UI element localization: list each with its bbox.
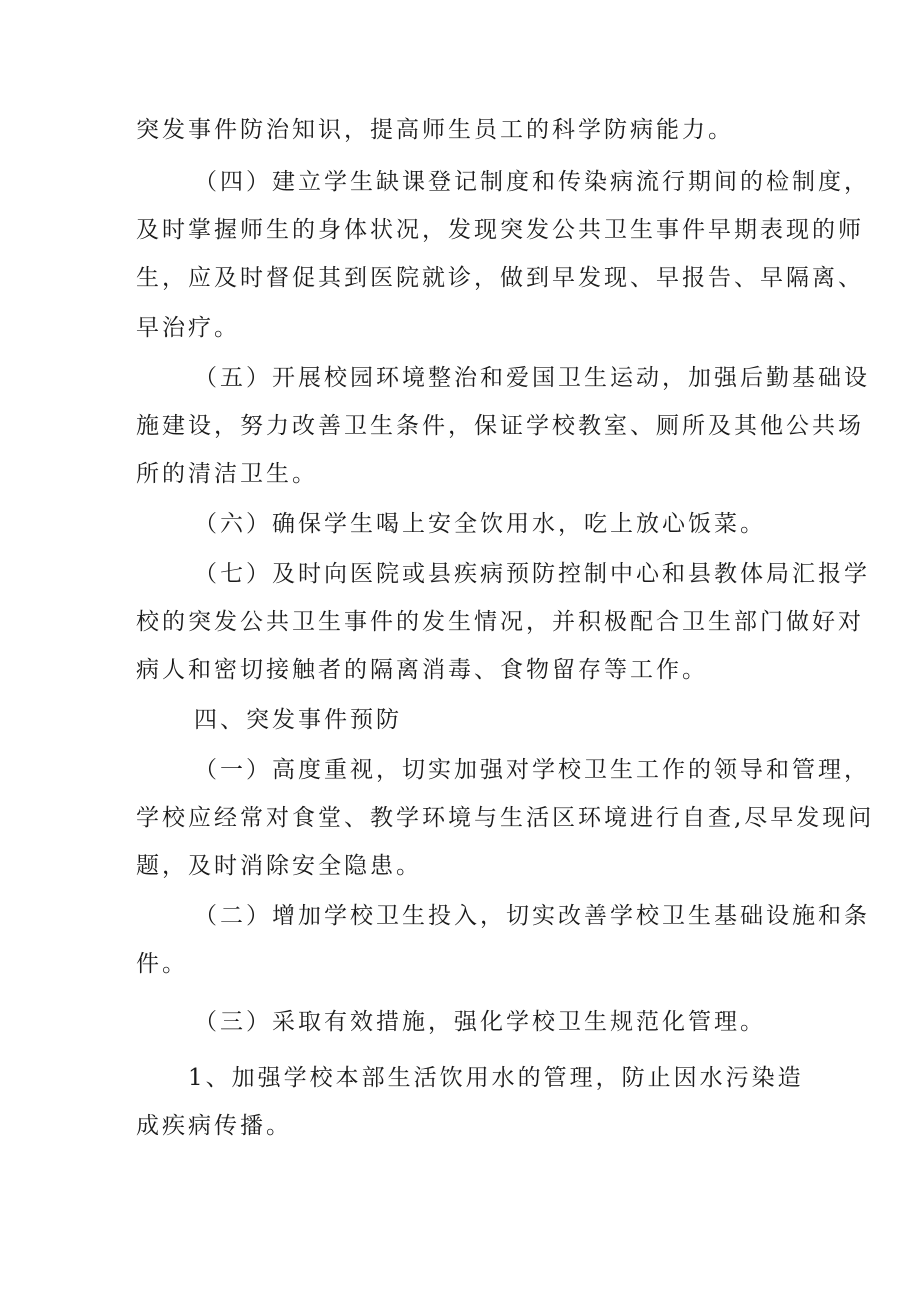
text-line: 学校应经常对食堂、教学环境与生活区环境进行自查,尽早发现问 bbox=[136, 805, 875, 831]
text-line: 突发事件防治知识，提高师生员工的科学防病能力。 bbox=[136, 117, 734, 143]
text-line: 所的清洁卫生。 bbox=[136, 461, 318, 487]
text-line: 早治疗。 bbox=[136, 315, 240, 341]
text-line: 病人和密切接触者的隔离消毒、食物留存等工作。 bbox=[136, 657, 708, 683]
text-line: （二）增加学校卫生投入，切实改善学校卫生基础设施和条 bbox=[194, 903, 870, 929]
text-line: （四）建立学生缺课登记制度和传染病流行期间的检制度， bbox=[194, 169, 870, 195]
text-line: 及时掌握师生的身体状况，发现突发公共卫生事件早期表现的师 bbox=[136, 217, 864, 243]
text-line: 生，应及时督促其到医院就诊，做到早发现、早报告、早隔离、 bbox=[136, 265, 864, 291]
text-line: （三）采取有效措施，强化学校卫生规范化管理。 bbox=[194, 1009, 766, 1035]
section-heading: 四、突发事件预防 bbox=[194, 707, 402, 733]
text-line: 1、加强学校本部生活饮用水的管理，防止因水污染造 bbox=[188, 1065, 804, 1091]
text-line: （五）开展校园环境整治和爱国卫生运动，加强后勤基础设 bbox=[194, 365, 870, 391]
text-line: 件。 bbox=[136, 951, 188, 977]
text-line: 施建设，努力改善卫生条件，保证学校教室、厕所及其他公共场 bbox=[136, 413, 864, 439]
text-line: 题，及时消除安全隐患。 bbox=[136, 853, 422, 879]
text-line: （六）确保学生喝上安全饮用水，吃上放心饭菜。 bbox=[194, 511, 766, 537]
text-line: 成疾病传播。 bbox=[136, 1113, 292, 1139]
text-line: 校的突发公共卫生事件的发生情况，并积极配合卫生部门做好对 bbox=[136, 609, 864, 635]
text-line: （一）高度重视，切实加强对学校卫生工作的领导和管理， bbox=[194, 757, 870, 783]
text-line: （七）及时向医院或县疾病预防控制中心和县教体局汇报学 bbox=[194, 561, 870, 587]
